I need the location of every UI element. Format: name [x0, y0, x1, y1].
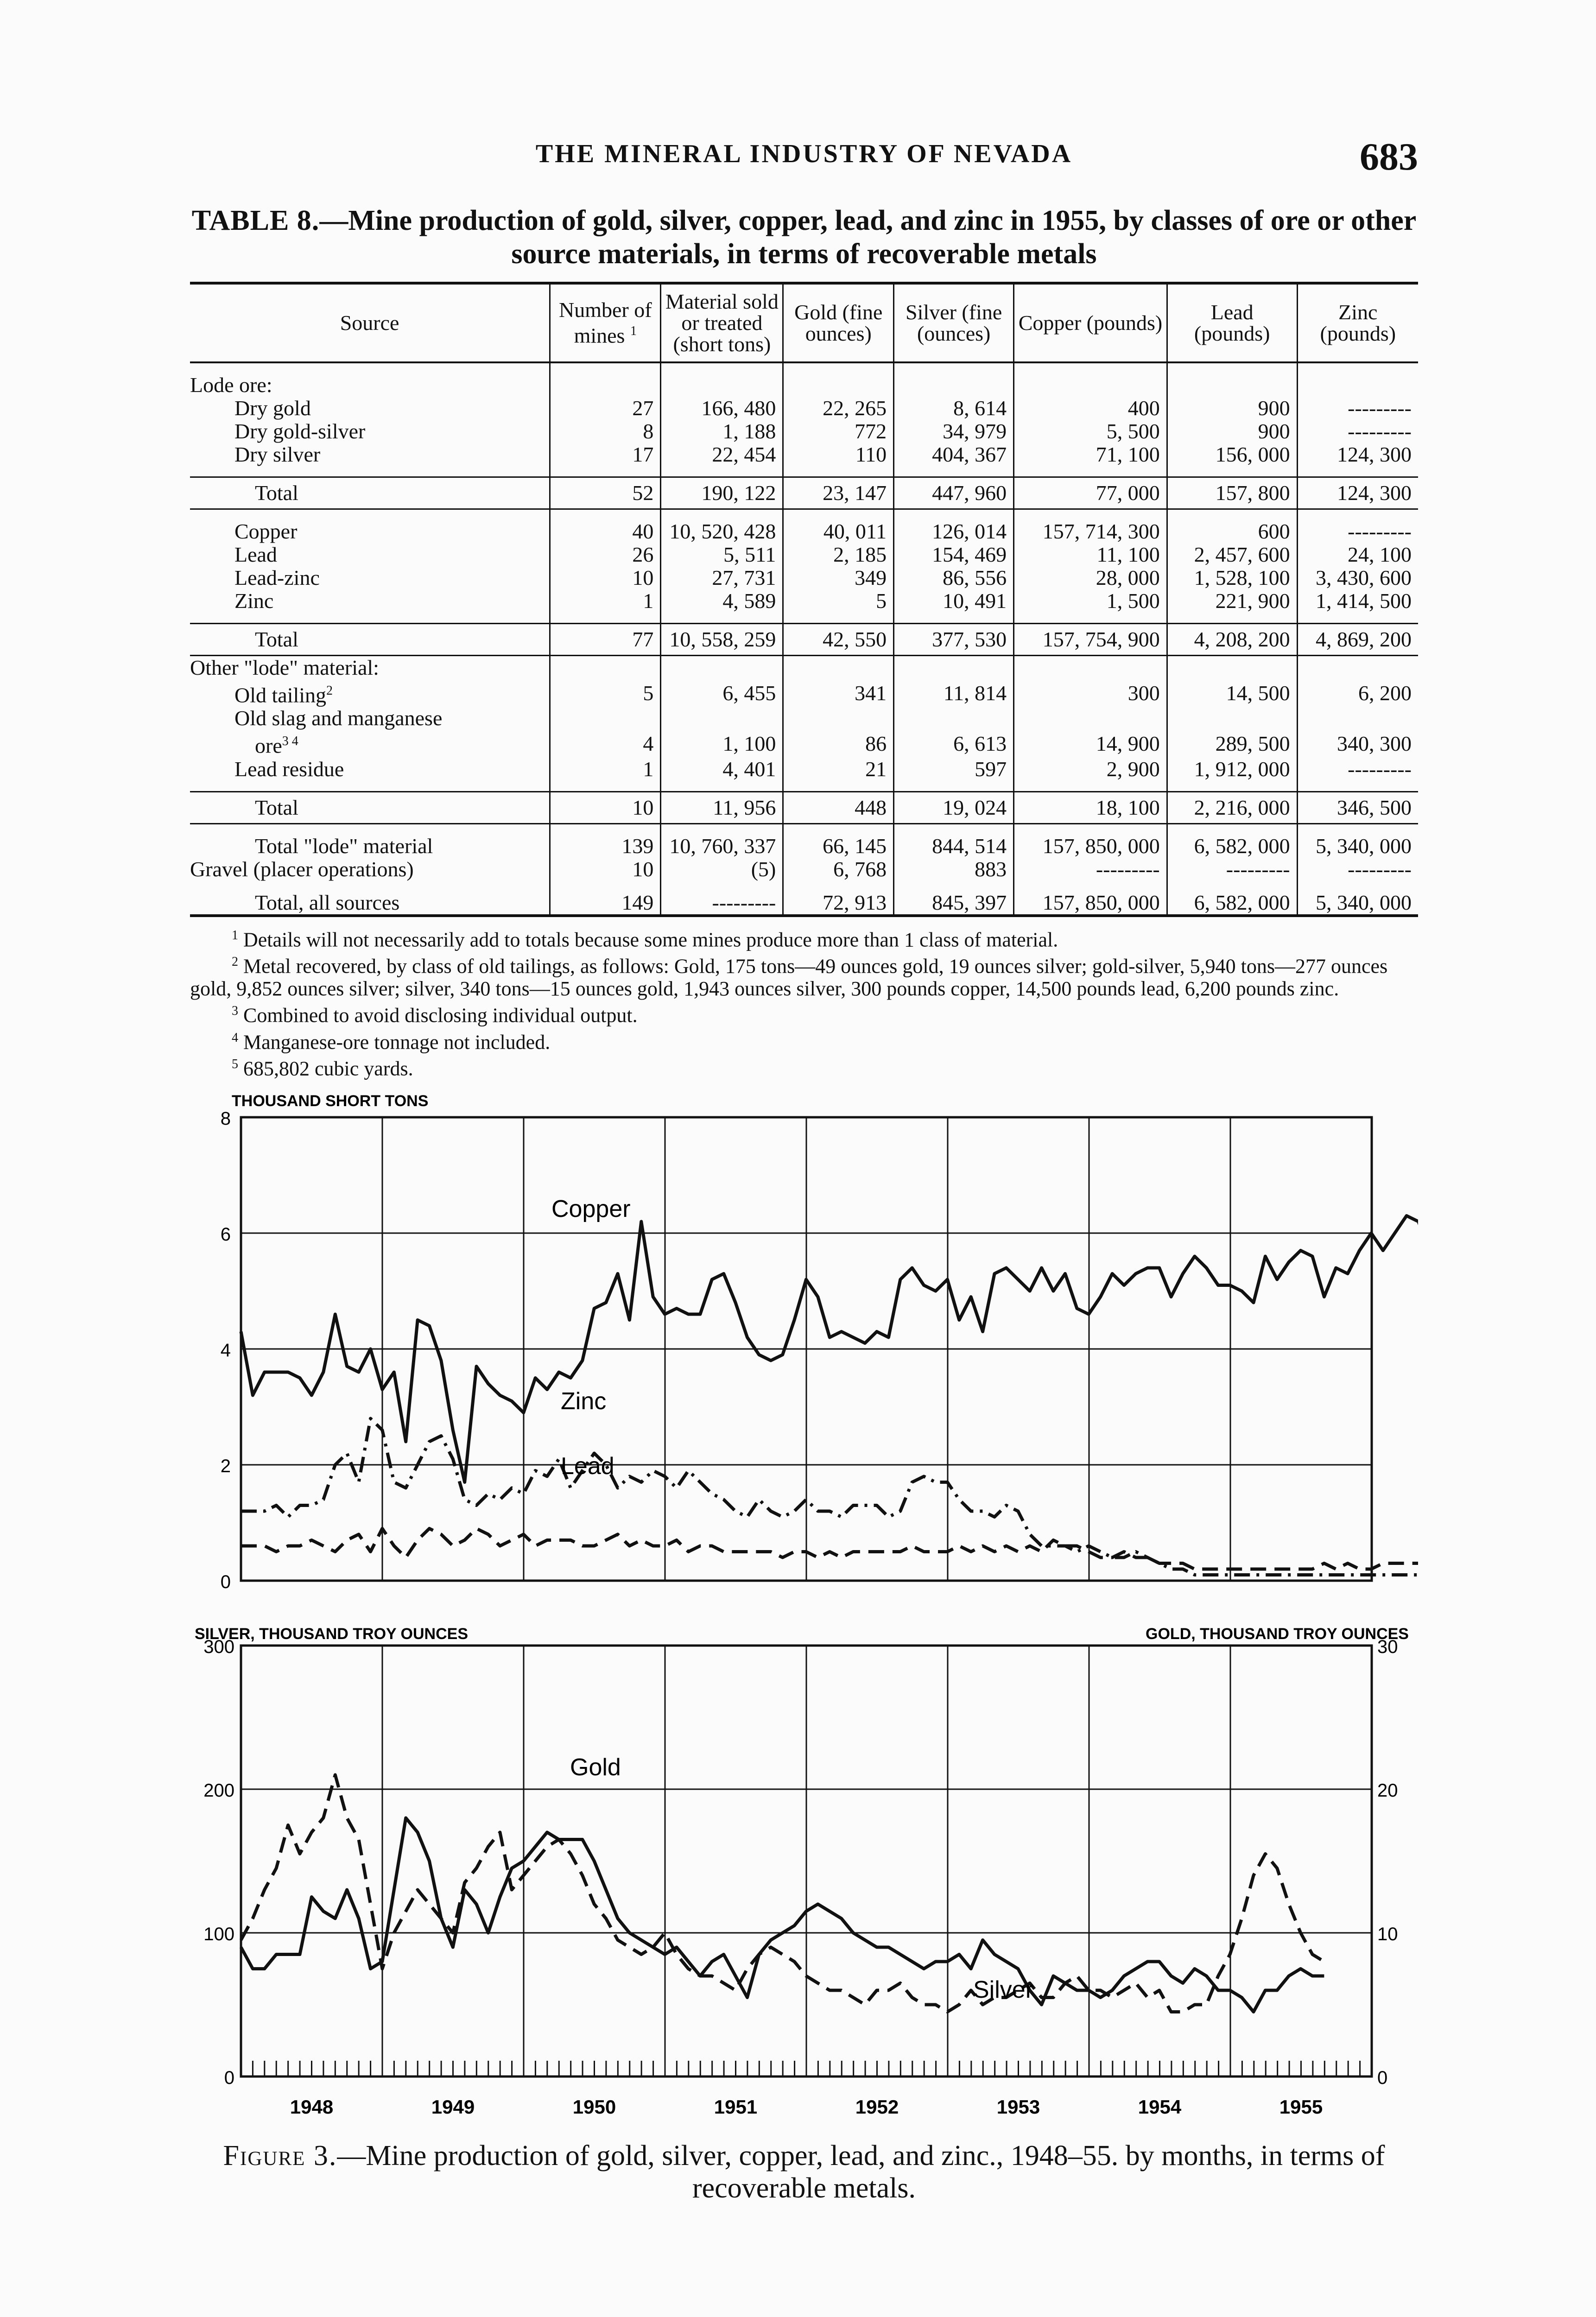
- cell-value: 6, 582, 000: [1167, 835, 1297, 858]
- cell-value: ---------: [1297, 758, 1418, 781]
- cell-source: ore$^{3 4}$: [255, 734, 298, 758]
- footnote-mark: 3: [232, 1003, 238, 1018]
- cell-value: ---------: [661, 891, 783, 916]
- figure-svg: [190, 1089, 1418, 2137]
- cell-value: (5): [661, 858, 783, 881]
- cell-value: 8, 614: [894, 397, 1014, 420]
- cell-value: 71, 100: [1014, 443, 1167, 466]
- cell-value: 300: [1014, 679, 1167, 707]
- cell-value: 346, 500: [1297, 791, 1418, 823]
- cell-value: 4, 208, 200: [1167, 624, 1297, 656]
- cell-value: 1, 500: [1014, 589, 1167, 613]
- y-tick-label-left: 300: [203, 1636, 234, 1657]
- col-gold: Gold (fine ounces): [783, 283, 894, 362]
- footnote-mark: 5: [232, 1057, 238, 1072]
- cell-value: 23, 147: [783, 477, 894, 509]
- cell-value: 10, 760, 337: [661, 835, 783, 858]
- cell-value: 844, 514: [894, 835, 1014, 858]
- cell-value: 18, 100: [1014, 791, 1167, 823]
- cell-value: 4: [550, 730, 661, 757]
- figure-caption: [190, 2140, 1418, 2204]
- cell-source: Dry gold: [234, 396, 311, 420]
- col-source: Source: [190, 283, 550, 362]
- cell-value: 1, 528, 100: [1167, 566, 1297, 589]
- col-zinc: Zinc (pounds): [1297, 283, 1418, 362]
- cell-value: 10: [550, 791, 661, 823]
- y-tick-label-left: 200: [203, 1780, 234, 1801]
- cell-value: 10: [550, 566, 661, 589]
- cell-value: 289, 500: [1167, 730, 1297, 757]
- x-tick-label: 1955: [1279, 2095, 1323, 2118]
- cell-value: 190, 122: [661, 477, 783, 509]
- cell-source: Lead-zinc: [234, 566, 320, 589]
- cell-value: 11, 956: [661, 791, 783, 823]
- cell-value: 1: [550, 589, 661, 613]
- y-axis-label: THOUSAND SHORT TONS: [232, 1092, 429, 1110]
- table-row: [190, 589, 1418, 613]
- cell-value: 404, 367: [894, 443, 1014, 466]
- cell-value: 2, 900: [1014, 758, 1167, 781]
- col-lead: Lead (pounds): [1167, 283, 1297, 362]
- cell-source: Zinc: [234, 589, 274, 613]
- cell-value: 52: [550, 477, 661, 509]
- cell-value: 1, 100: [661, 730, 783, 757]
- cell-value: ---------: [1297, 858, 1418, 881]
- cell-value: 4, 589: [661, 589, 783, 613]
- table-row: [190, 420, 1418, 443]
- table-row: [190, 679, 1418, 707]
- cell-source: Total: [190, 477, 550, 509]
- y-tick-label: 2: [220, 1456, 231, 1476]
- cell-source: Total: [190, 791, 550, 823]
- cell-value: 6, 582, 000: [1167, 891, 1297, 916]
- table-title: —Mine production of gold, silver, copper, lead, and zinc in 1955, by classes of ore or other source materials, in terms of recoverable metals: [319, 205, 1417, 270]
- cell-value: 845, 397: [894, 891, 1014, 916]
- x-tick-label: 1951: [714, 2095, 758, 2118]
- table-row-total: [190, 791, 1418, 823]
- table-caption: [190, 204, 1418, 271]
- cell-value: 110: [783, 443, 894, 466]
- cell-value: 1: [550, 758, 661, 781]
- cell-value: 42, 550: [783, 624, 894, 656]
- cell-value: 27: [550, 397, 661, 420]
- cell-value: 5, 500: [1014, 420, 1167, 443]
- annotation-lead: Lead: [561, 1452, 614, 1480]
- table-row: [190, 566, 1418, 589]
- cell-source: Dry silver: [234, 443, 321, 466]
- x-tick-label: 1952: [855, 2095, 899, 2118]
- cell-value: 24, 100: [1297, 543, 1418, 566]
- page-number: 683: [1360, 135, 1418, 178]
- cell-value: 126, 014: [894, 520, 1014, 543]
- series-lead-line: [241, 1528, 1418, 1569]
- x-tick-label: 1953: [996, 2095, 1040, 2118]
- x-tick-label: 1948: [290, 2095, 334, 2118]
- cell-value: 77: [550, 624, 661, 656]
- cell-value: ---------: [1014, 858, 1167, 881]
- cell-source: Lead residue: [234, 757, 344, 781]
- cell-value: 40, 011: [783, 520, 894, 543]
- annotation-gold: Gold: [570, 1754, 621, 1781]
- figure: [190, 1089, 1418, 2137]
- y-tick-label-right: 0: [1377, 2067, 1388, 2088]
- table-row: [190, 758, 1418, 781]
- cell-value: 377, 530: [894, 624, 1014, 656]
- y-tick-label-left: 0: [224, 2067, 234, 2088]
- cell-value: 600: [1167, 520, 1297, 543]
- y-tick-label-right: 20: [1377, 1780, 1398, 1801]
- cell-value: 10, 520, 428: [661, 520, 783, 543]
- table-row: [190, 443, 1418, 466]
- y-axis-label-left: SILVER, THOUSAND TROY OUNCES: [195, 1625, 469, 1643]
- cell-value: 14, 900: [1014, 730, 1167, 757]
- annotation-copper: Copper: [551, 1195, 631, 1222]
- cell-value: ---------: [1297, 397, 1418, 420]
- cell-value: 2, 185: [783, 543, 894, 566]
- cell-value: 10, 491: [894, 589, 1014, 613]
- y-tick-label: 6: [220, 1224, 231, 1245]
- cell-value: 166, 480: [661, 397, 783, 420]
- footnote: $^1$ Details will not necessarily add to totals because some mines produce more than 1 class of material.: [232, 928, 1058, 951]
- x-tick-label: 1954: [1138, 2095, 1182, 2118]
- table-body: [190, 362, 1418, 916]
- cell-value: 154, 469: [894, 543, 1014, 566]
- table-row: [190, 520, 1418, 543]
- annotation-silver: Silver: [973, 1976, 1034, 2003]
- cell-value: 66, 145: [783, 835, 894, 858]
- y-tick-label-left: 100: [203, 1924, 234, 1944]
- cell-value: 86, 556: [894, 566, 1014, 589]
- cell-value: 597: [894, 758, 1014, 781]
- cell-value: 340, 300: [1297, 730, 1418, 757]
- cell-value: 5, 511: [661, 543, 783, 566]
- cell-value: 6, 613: [894, 730, 1014, 757]
- cell-value: 1, 912, 000: [1167, 758, 1297, 781]
- cell-value: 22, 265: [783, 397, 894, 420]
- annotation-zinc: Zinc: [561, 1387, 607, 1415]
- y-axis-label-right: GOLD, THOUSAND TROY OUNCES: [1146, 1625, 1409, 1643]
- cell-value: 2, 216, 000: [1167, 791, 1297, 823]
- cell-value: 448: [783, 791, 894, 823]
- cell-value: 1, 188: [661, 420, 783, 443]
- running-header: [190, 134, 1418, 185]
- cell-value: 447, 960: [894, 477, 1014, 509]
- cell-value: 772: [783, 420, 894, 443]
- x-tick-label: 1949: [431, 2095, 475, 2118]
- cell-value: 4, 401: [661, 758, 783, 781]
- cell-value: 22, 454: [661, 443, 783, 466]
- cell-value: 5, 340, 000: [1297, 891, 1418, 916]
- cell-source: Old tailing$^2$: [234, 683, 333, 707]
- cell-value: 157, 850, 000: [1014, 835, 1167, 858]
- cell-value: 124, 300: [1297, 443, 1418, 466]
- y-tick-label: 4: [220, 1340, 231, 1361]
- table-row: [190, 730, 1418, 757]
- cell-value: 883: [894, 858, 1014, 881]
- cell-value: 341: [783, 679, 894, 707]
- table-header-row: [190, 283, 1418, 362]
- cell-value: 124, 300: [1297, 477, 1418, 509]
- table-row: [190, 543, 1418, 566]
- cell-value: 72, 913: [783, 891, 894, 916]
- cell-value: 6, 768: [783, 858, 894, 881]
- figure-caption-text: —Mine production of gold, silver, copper, lead, and zinc., 1948–55. by months, in terms of recoverable metals.: [337, 2140, 1385, 2204]
- cell-value: 139: [550, 835, 661, 858]
- footnote-mark: 2: [232, 955, 238, 969]
- y-tick-label-right: 10: [1377, 1924, 1398, 1944]
- series-copper-line: [241, 1123, 1418, 1482]
- cell-value: 21: [783, 758, 894, 781]
- running-title: THE MINERAL INDUSTRY OF NEVADA: [535, 139, 1073, 168]
- y-tick-label-right: 30: [1377, 1636, 1398, 1657]
- col-mines: Number of mines $^1$: [550, 283, 661, 362]
- y-tick-label: 8: [220, 1108, 231, 1129]
- cell-value: 19, 024: [894, 791, 1014, 823]
- cell-value: 5: [783, 589, 894, 613]
- cell-value: 28, 000: [1014, 566, 1167, 589]
- cell-value: 4, 869, 200: [1297, 624, 1418, 656]
- page: [190, 134, 1418, 2204]
- cell-value: 5, 340, 000: [1297, 835, 1418, 858]
- cell-value: 1, 414, 500: [1297, 589, 1418, 613]
- y-tick-label: 0: [220, 1571, 231, 1592]
- cell-value: 900: [1167, 420, 1297, 443]
- x-tick-label: 1950: [572, 2095, 616, 2118]
- cell-value: 86: [783, 730, 894, 757]
- cell-value: 2, 457, 600: [1167, 543, 1297, 566]
- cell-value: 3, 430, 600: [1297, 566, 1418, 589]
- table-row-grand-total: [190, 891, 1418, 916]
- cell-value: 8: [550, 420, 661, 443]
- cell-source: Copper: [234, 519, 298, 543]
- table-row: [190, 397, 1418, 420]
- cell-value: 10: [550, 858, 661, 881]
- table-row: [190, 835, 1418, 858]
- col-material: Material sold or treated (short tons): [661, 283, 783, 362]
- series-silver-line: [241, 1775, 1324, 2012]
- cell-value: 27, 731: [661, 566, 783, 589]
- cell-value: 349: [783, 566, 894, 589]
- cell-value: 11, 814: [894, 679, 1014, 707]
- cell-value: ---------: [1167, 858, 1297, 881]
- cell-value: 77, 000: [1014, 477, 1167, 509]
- cell-value: ---------: [1297, 420, 1418, 443]
- table-label: TABLE 8.: [191, 205, 320, 236]
- cell-value: 40: [550, 520, 661, 543]
- cell-value: 157, 754, 900: [1014, 624, 1167, 656]
- footnote-mark: 1: [232, 928, 238, 943]
- cell-value: 5: [550, 679, 661, 707]
- cell-value: 156, 000: [1167, 443, 1297, 466]
- cell-value: 157, 800: [1167, 477, 1297, 509]
- cell-value: 10, 558, 259: [661, 624, 783, 656]
- footnote-marker: 2: [326, 684, 333, 698]
- footnote-marker: 3 4: [282, 734, 298, 749]
- cell-value: 34, 979: [894, 420, 1014, 443]
- cell-value: 6, 455: [661, 679, 783, 707]
- col-copper: Copper (pounds): [1014, 283, 1167, 362]
- production-table: [190, 282, 1418, 917]
- cell-value: ---------: [1297, 520, 1418, 543]
- cell-value: 157, 714, 300: [1014, 520, 1167, 543]
- cell-value: 17: [550, 443, 661, 466]
- cell-value: 400: [1014, 397, 1167, 420]
- cell-value: 221, 900: [1167, 589, 1297, 613]
- cell-value: 11, 100: [1014, 543, 1167, 566]
- footnotes: [190, 924, 1418, 1080]
- cell-source: Dry gold-silver: [234, 419, 366, 443]
- section-heading: Lode ore:: [190, 374, 1418, 397]
- cell-source: Lead: [234, 543, 277, 566]
- section-heading: Other "lode" material:: [190, 656, 1418, 680]
- table-row-total: [190, 477, 1418, 509]
- cell-value: 149: [550, 891, 661, 916]
- col-silver: Silver (fine (ounces): [894, 283, 1014, 362]
- cell-value: 26: [550, 543, 661, 566]
- series-gold-line: [241, 1818, 1324, 2012]
- footnote-mark: 4: [232, 1030, 238, 1045]
- table-row-total: [190, 624, 1418, 656]
- footnote: $^3$ Combined to avoid disclosing individual output.: [232, 1003, 638, 1027]
- cell-value: 14, 500: [1167, 679, 1297, 707]
- table-row: [190, 858, 1418, 881]
- cell-source: Total: [190, 624, 550, 656]
- table-row-continued: Old slag and manganese: [190, 707, 1418, 730]
- cell-source: Total, all sources: [190, 891, 550, 916]
- figure-label: Figure 3.: [223, 2140, 337, 2171]
- cell-source: Total "lode" material: [255, 834, 433, 858]
- footnote: $^4$ Manganese-ore tonnage not included.: [232, 1030, 551, 1054]
- cell-value: 6, 200: [1297, 679, 1418, 707]
- footnote: $^2$ Metal recovered, by class of old tailings, as follows: Gold, 175 tons—49 ounces gold, 19 ounces silver; gold-silver, 5,940 tons—277 ounces gold, 9,852 ounces silver; silver, 340 tons—15 ounces gold, 1,943 ounces silver, 300 pounds copper, 14,500 pounds lead, 6,200 pounds zinc.: [190, 955, 1388, 1000]
- footnote: $^5$ 685,802 cubic yards.: [232, 1057, 413, 1080]
- cell-value: 157, 850, 000: [1014, 891, 1167, 916]
- cell-value: 900: [1167, 397, 1297, 420]
- cell-source: Gravel (placer operations): [190, 857, 414, 881]
